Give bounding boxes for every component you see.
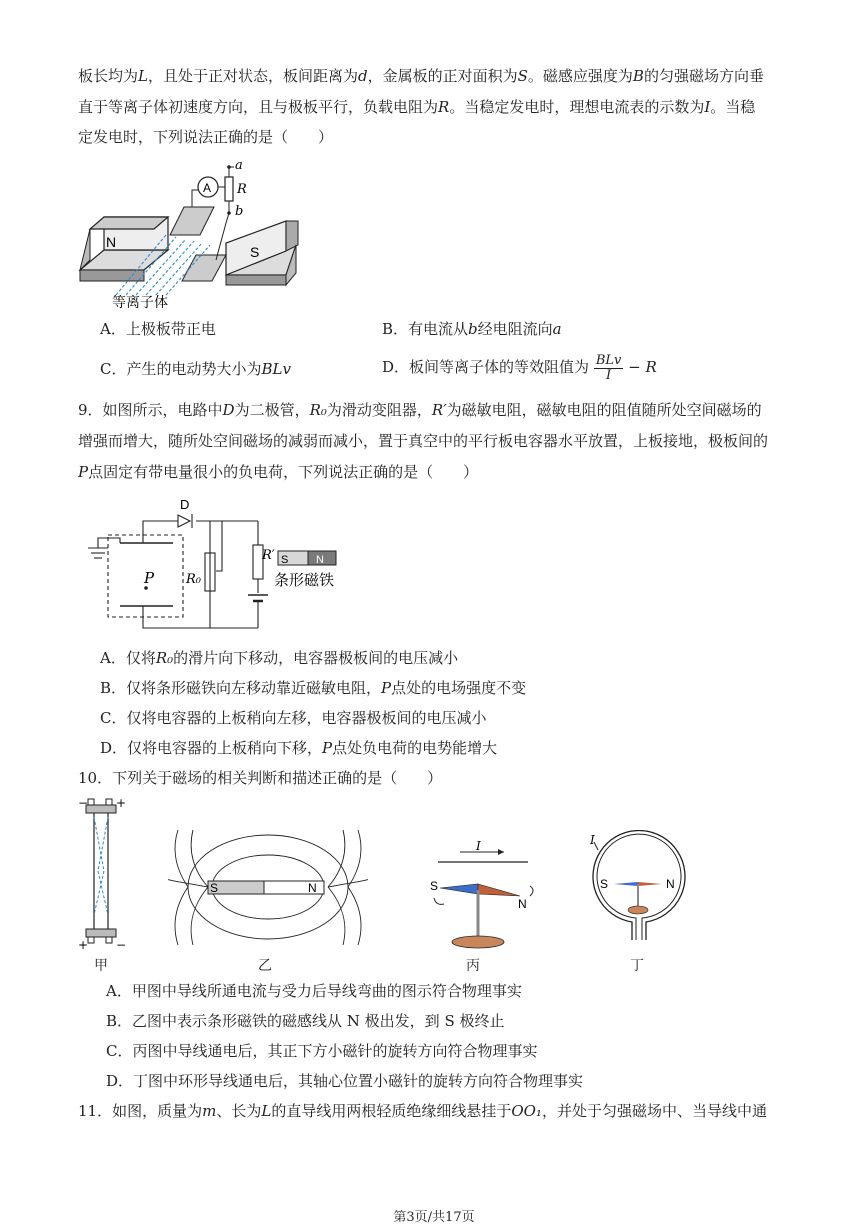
q10-bing-N: N bbox=[518, 897, 527, 911]
q10-bing-S: S bbox=[430, 879, 439, 893]
q10-yi-N: N bbox=[308, 881, 317, 895]
q8-fig-S: S bbox=[250, 244, 260, 260]
q10-jia-plus-top: + bbox=[116, 796, 127, 810]
q10-option-b: B．乙图中表示条形磁铁的磁感线从 N 极出发，到 S 极终止 bbox=[106, 1012, 505, 1030]
q8-figure bbox=[76, 155, 306, 310]
q9-figure bbox=[78, 493, 358, 633]
q9-option-a: A．仅将R₀的滑片向下移动，电容器极板间的电压减小 bbox=[100, 649, 459, 667]
q9-option-c: C．仅将电容器的上板稍向左移，电容器极板间的电压减小 bbox=[100, 709, 487, 727]
q9-fig-magnet-S: S bbox=[281, 554, 289, 566]
q8-fig-ammeter: A bbox=[203, 181, 212, 195]
q10-label-yi: 乙 bbox=[258, 958, 272, 974]
q10-yi-S: S bbox=[210, 881, 219, 895]
q10-ding-S: S bbox=[600, 877, 609, 891]
q8-option-b: B．有电流从b经电阻流向a bbox=[382, 320, 562, 338]
q10-figure-jia bbox=[76, 795, 136, 955]
q8-option-c: C．产生的电动势大小为BLv bbox=[100, 360, 291, 378]
q9-option-b: B．仅将条形磁铁向左移动靠近磁敏电阻，P点处的电场强度不变 bbox=[100, 679, 527, 697]
q8-fig-R: R bbox=[237, 182, 247, 197]
q10-label-ding: 丁 bbox=[630, 958, 644, 974]
q10-option-d: D．丁图中环形导线通电后，其轴心位置小磁针的旋转方向符合物理事实 bbox=[106, 1072, 584, 1090]
q9-fig-D: D bbox=[180, 497, 190, 512]
q10-ding-I: I bbox=[590, 833, 595, 847]
q8-option-a: A．上极板带正电 bbox=[100, 320, 216, 338]
q9-fig-Rp: R′ bbox=[262, 548, 275, 563]
q9-line-2: 增强而增大，随所处空间磁场的减弱而减小，置于真空中的平行板电容器水平放置，上板接地，极板间的 bbox=[78, 432, 769, 450]
q11-line-1: 11．如图，质量为m、长为L的直导线用两根轻质绝缘细线悬挂于OO₁，并处于匀强磁场中、当导线中通 bbox=[78, 1102, 767, 1120]
q8-option-d: D．板间等离子体的等效阻值为 $\frac{\text{BLv}}{I}$ − R bbox=[382, 352, 657, 383]
q8-line-2: 直于等离子体初速度方向，且与极板平行，负载电阻为R。当稳定发电时，理想电流表的示数为I。当稳 bbox=[78, 98, 756, 116]
q10-option-a: A．甲图中导线所通电流与受力后导线弯曲的图示符合物理事实 bbox=[106, 982, 522, 1000]
q9-option-d: D．仅将电容器的上板稍向下移，P点处负电荷的电势能增大 bbox=[100, 739, 498, 757]
q8-line-3: 定发电时，下列说法正确的是（ ） bbox=[78, 128, 334, 146]
q9-fig-magnet-N: N bbox=[316, 554, 324, 566]
q8-fig-a: a bbox=[235, 158, 243, 173]
q10-jia-minus-bottom: − bbox=[116, 938, 127, 952]
q10-bing-I: I bbox=[476, 840, 481, 853]
q8-fig-plasma-label: 等离子体 bbox=[112, 294, 168, 310]
q9-line-1: 9．如图所示，电路中D为二极管，R₀为滑动变阻器，R′为磁敏电阻，磁敏电阻的阻值随所处空间磁场的 bbox=[78, 401, 762, 419]
q10-jia-minus-top: − bbox=[78, 796, 89, 810]
q8-line-1: 板长均为L，且处于正对状态，板间距离为d，金属板的正对面积为S。磁感应强度为B的匀强磁场方向垂 bbox=[78, 67, 764, 85]
q10-label-jia: 甲 bbox=[94, 958, 108, 974]
q8-fig-N: N bbox=[106, 234, 117, 250]
page-footer: 第3页/共17页 bbox=[393, 1210, 475, 1225]
q10-figure-ding bbox=[584, 830, 694, 950]
q9-fig-magnet-label: 条形磁铁 bbox=[274, 572, 335, 589]
q10-stem: 10．下列关于磁场的相关判断和描述正确的是（ ） bbox=[78, 769, 443, 787]
q9-fig-R0: R₀ bbox=[186, 572, 201, 587]
q10-label-bing: 丙 bbox=[466, 958, 480, 974]
q8-option-d-fraction: $\frac{\text{BLv}}{I}$ bbox=[595, 352, 622, 383]
q8-fig-b: b bbox=[235, 204, 244, 219]
q10-figure-bing bbox=[420, 840, 550, 950]
q10-option-c: C．丙图中导线通电后，其正下方小磁针的旋转方向符合物理事实 bbox=[106, 1042, 538, 1060]
q10-figure-yi bbox=[168, 825, 368, 950]
q9-fig-P: P bbox=[144, 569, 155, 587]
q10-ding-N: N bbox=[666, 877, 675, 891]
q10-jia-plus-bottom: + bbox=[78, 938, 89, 952]
q9-line-3: P点固定有带电量很小的负电荷，下列说法正确的是（ ） bbox=[78, 463, 479, 481]
